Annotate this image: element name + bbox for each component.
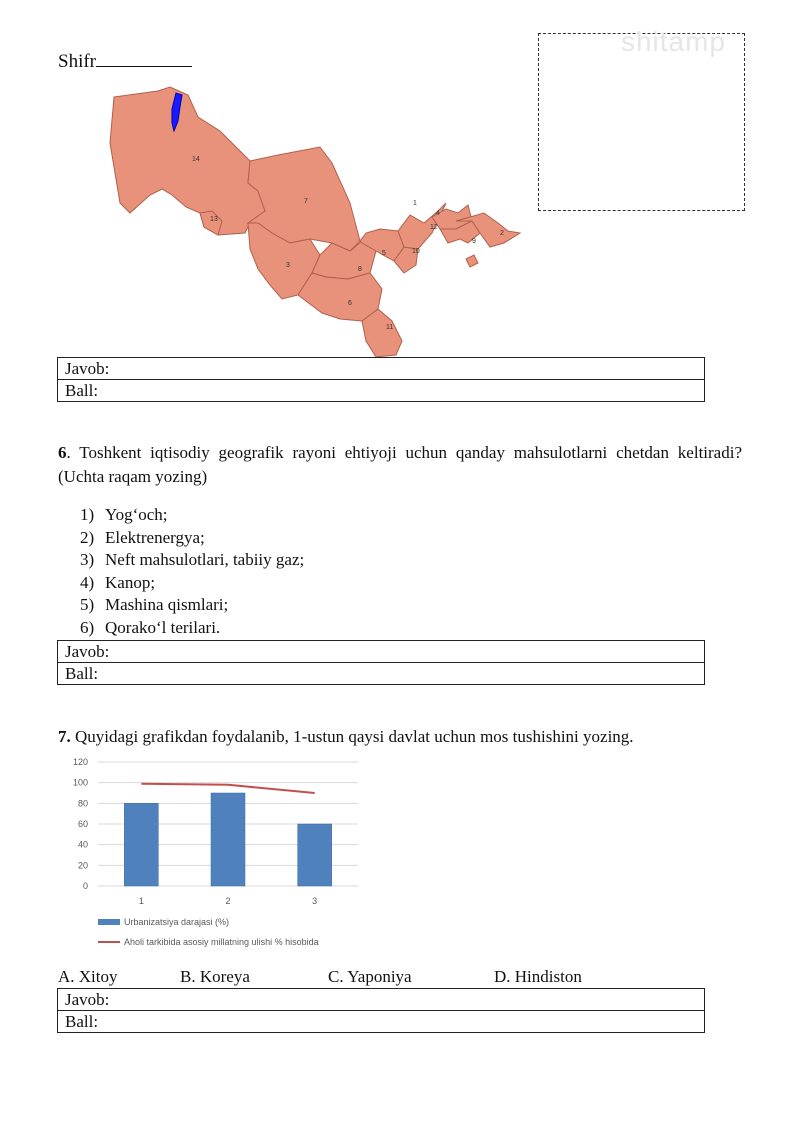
y-tick-label: 100 [72, 777, 88, 788]
map-region-number: 10 [412, 248, 420, 255]
map-region-number: 12 [430, 224, 438, 231]
shifr-blank-line[interactable] [96, 48, 192, 67]
ball-label: Ball: [65, 381, 99, 400]
choice-d: D. Hindiston [494, 967, 582, 986]
javob-cell[interactable] [58, 989, 705, 1011]
map-region-number: 9 [472, 238, 476, 245]
map-region-enclave [466, 255, 478, 267]
map-region-karakalpakstan [110, 87, 265, 235]
map-region-number: 3 [286, 262, 290, 269]
choice-a: A. Xitoy [58, 967, 118, 986]
ball-cell[interactable] [58, 1011, 705, 1033]
question-6 [58, 441, 742, 489]
map-region-surkhandarya [362, 309, 402, 357]
y-tick-label: 0 [82, 881, 88, 891]
question-7-number: 7. [58, 727, 71, 746]
chart-line-series [141, 784, 314, 793]
chart-bar [124, 803, 158, 886]
map-region-number: 6 [348, 300, 352, 307]
choice-b: B. Koreya [180, 967, 250, 986]
question-7-text: Quyidagi grafikdan foydalanib, 1-ustun qaysi davlat uchun mos tushishini yozing. [70, 727, 634, 746]
legend-swatch-bars [98, 919, 120, 925]
javob-label: Javob: [65, 642, 110, 661]
javob-label: Javob: [65, 990, 110, 1009]
legend-label-bars: Urbanizatsiya darajasi (%) [124, 917, 230, 927]
x-tick-label: 3 [312, 896, 318, 906]
ball-cell[interactable] [58, 663, 705, 685]
map-region-number: 5 [382, 250, 386, 257]
chart-bar [298, 824, 332, 886]
map-region-number: 8 [358, 266, 362, 273]
option-item: 5) Mashina qismlari; [80, 595, 229, 615]
map-region-number: 11 [386, 324, 394, 331]
uzbekistan-map [100, 83, 525, 363]
map-region-number: 2 [500, 230, 504, 237]
answer-box-q7 [57, 988, 705, 1033]
map-region-number: 1 [413, 200, 417, 207]
legend-label-line: Aholi tarkibida asosiy millatning ulishi % hisobida [124, 937, 319, 947]
question-7 [58, 725, 742, 749]
stamp-box [538, 26, 745, 211]
option-item: 1) Yog‘och; [80, 505, 168, 524]
shifr-field [58, 48, 192, 73]
ball-label: Ball: [65, 664, 99, 683]
map-region-kashkadarya [298, 273, 382, 321]
y-tick-label: 20 [77, 860, 88, 871]
question-6-number: 6 [58, 443, 67, 462]
urbanization-chart [62, 754, 374, 960]
choice-c: C. Yaponiya [328, 967, 412, 986]
x-tick-label: 1 [138, 896, 144, 906]
answer-box-q6 [57, 640, 705, 685]
y-tick-label: 120 [72, 757, 88, 767]
javob-cell[interactable] [58, 641, 705, 663]
ball-cell[interactable] [58, 380, 705, 402]
option-item: 2) Elektrenergya; [80, 527, 205, 547]
map-region-number: 14 [192, 156, 200, 163]
map-region-number: 4 [436, 210, 440, 217]
x-tick-label: 2 [225, 896, 231, 906]
option-item: 3) Neft mahsulotlari, tabiiy gaz; [80, 550, 305, 570]
y-tick-label: 80 [77, 798, 88, 809]
javob-cell[interactable] [58, 358, 705, 380]
option-item: 4) Kanop; [80, 572, 156, 592]
javob-label: Javob: [65, 359, 110, 378]
shifr-label: Shifr [58, 51, 96, 72]
map-region-number: 7 [304, 198, 308, 205]
question-6-options [80, 504, 304, 640]
answer-box-q5 [57, 357, 705, 402]
chart-bar [211, 793, 245, 886]
question-6-text: . Toshkent iqtisodiy geografik rayoni ehtiyoji uchun qanday mahsulotlarni chetdan keltiradi? (Uchta raqam yozing) [58, 443, 742, 486]
stamp-watermark: shitamp [620, 26, 726, 57]
option-item: 6) Qorako‘l terilari. [80, 617, 221, 637]
y-tick-label: 60 [77, 819, 88, 829]
map-region-number: 13 [210, 216, 218, 223]
ball-label: Ball: [65, 1012, 99, 1031]
y-tick-label: 40 [77, 839, 88, 850]
